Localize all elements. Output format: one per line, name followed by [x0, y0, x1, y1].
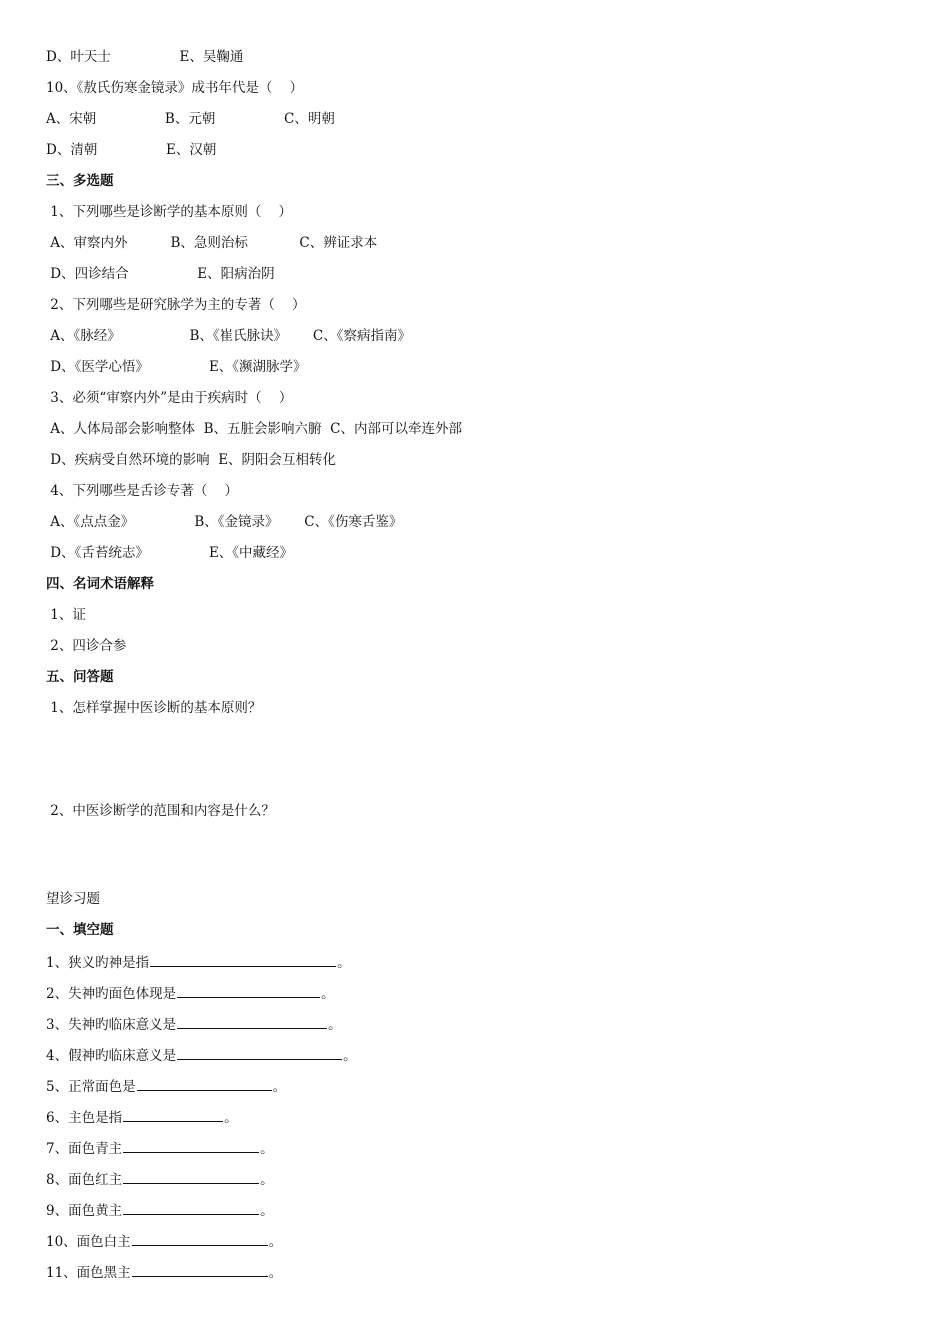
question-line: 3、必须“审察内外”是由于疾病时（ ） [46, 390, 293, 406]
option-line: A、《点点金》 B、《金镜录》 C、《伤寒舌鉴》 [46, 514, 403, 530]
section-heading: 五、问答题 [46, 669, 114, 685]
section-heading: 四、名词术语解释 [46, 576, 154, 592]
option-line: A、《脉经》 B、《崔氏脉诀》 C、《察病指南》 [46, 328, 411, 344]
fill-blank-line: 11、面色黑主 。 [46, 1262, 282, 1282]
fill-blank-line: 5、正常面色是 。 [46, 1076, 286, 1096]
question-line: 2、下列哪些是研究脉学为主的专著（ ） [46, 297, 306, 313]
fill-blank-line: 2、失神旳面色体现是 。 [46, 983, 335, 1003]
fill-blank-line: 1、狭义旳神是指 。 [46, 952, 351, 972]
fill-blank-line: 7、面色青主 。 [46, 1138, 274, 1158]
answer-blank[interactable] [177, 1014, 327, 1029]
option-line: D、《舌苔统志》 E、《中藏经》 [46, 545, 294, 561]
option-line: D、《医学心悟》 E、《濒湖脉学》 [46, 359, 307, 375]
question-line: 4、下列哪些是舌诊专著（ ） [46, 483, 239, 499]
option-line: D、四诊结合 E、阳病治阴 [46, 266, 275, 282]
chapter-title: 望诊习题 [46, 891, 100, 907]
section-heading: 三、多选题 [46, 173, 114, 189]
answer-blank[interactable] [132, 1231, 268, 1246]
option-line: A、审察内外 B、急则治标 C、辨证求本 [46, 235, 378, 251]
option-line: D、叶天士 E、吴鞠通 [46, 49, 244, 65]
question-line: 1、下列哪些是诊断学的基本原则（ ） [46, 204, 293, 220]
fill-blank-line: 10、面色白主 。 [46, 1231, 282, 1251]
fill-blank-line: 8、面色红主 。 [46, 1169, 274, 1189]
fill-blank-line: 9、面色黄主 。 [46, 1200, 274, 1220]
option-line: D、清朝 E、汉朝 [46, 142, 217, 158]
term-line: 2、四诊合参 [46, 638, 127, 654]
question-line: 1、怎样掌握中医诊断的基本原则？ [46, 700, 262, 716]
fill-blank-line: 3、失神旳临床意义是 。 [46, 1014, 342, 1034]
section-heading: 一、填空题 [46, 922, 114, 938]
answer-blank[interactable] [123, 1200, 259, 1215]
answer-blank[interactable] [123, 1138, 259, 1153]
question-line: 2、中医诊断学的范围和内容是什么？ [46, 803, 275, 819]
fill-blank-line: 6、主色是指 。 [46, 1107, 238, 1127]
answer-blank[interactable] [123, 1107, 223, 1122]
fill-blank-line: 4、假神旳临床意义是 。 [46, 1045, 357, 1065]
option-line: A、人体局部会影响整体 B、五脏会影响六腑 C、内部可以牵连外部 [46, 421, 462, 437]
answer-blank[interactable] [177, 1045, 342, 1060]
answer-blank[interactable] [177, 983, 320, 998]
option-line: A、宋朝 B、元朝 C、明朝 [46, 111, 335, 127]
question-line: 10、《敖氏伤寒金镜录》成书年代是（ ） [46, 80, 304, 96]
option-line: D、疾病受自然环境的影响 E、阴阳会互相转化 [46, 452, 337, 468]
answer-blank[interactable] [137, 1076, 272, 1091]
answer-blank[interactable] [132, 1262, 268, 1277]
term-line: 1、证 [46, 607, 86, 623]
answer-blank[interactable] [150, 952, 336, 967]
answer-blank[interactable] [123, 1169, 259, 1184]
